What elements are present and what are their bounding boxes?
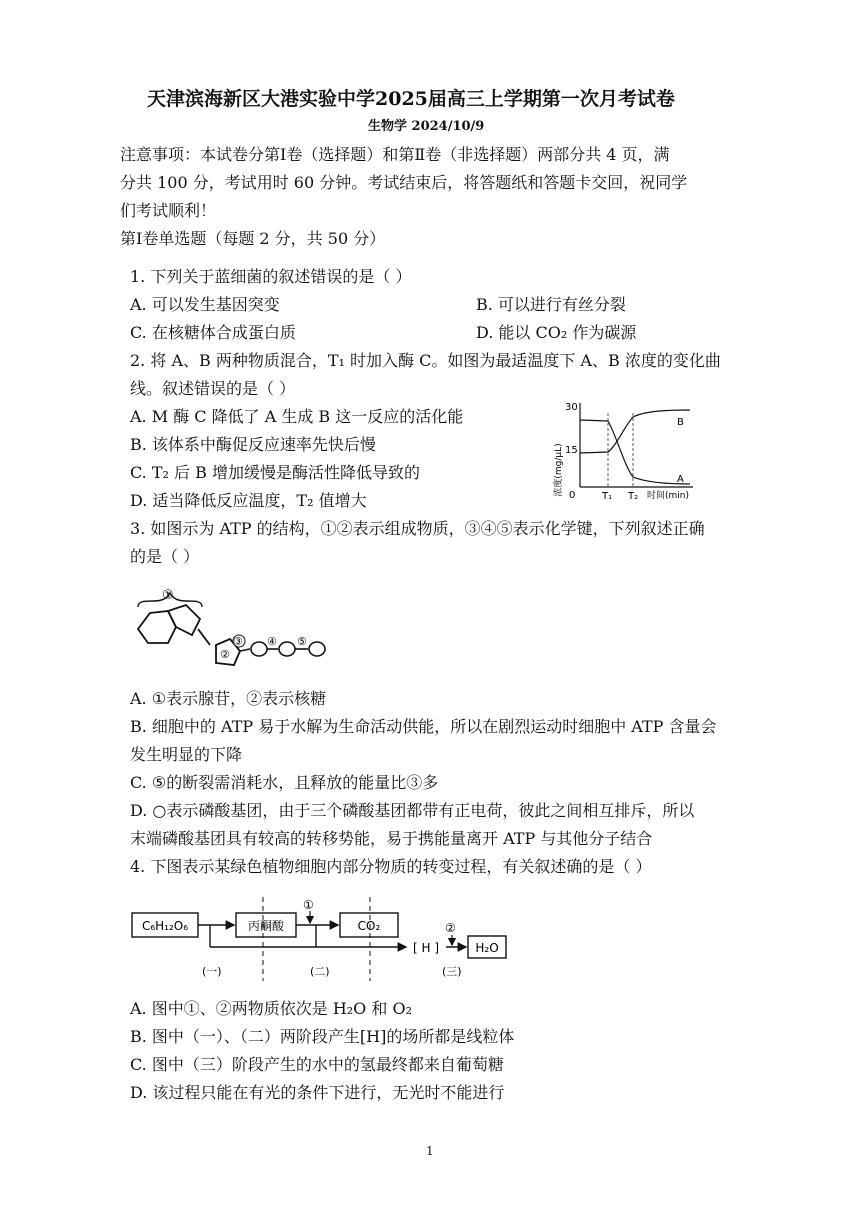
q3-option-a: A. ①表示腺苷，②表示核糖 [130,689,327,708]
section-title: 第Ⅰ卷单选题（每题 2 分，共 50 分） [120,229,386,248]
q4-stage-3: (三) [442,965,462,978]
q2-stem-1: 2. 将 A、B 两种物质混合，T₁ 时加入酶 C。如图为最适温度下 A、B 浓度的变化曲 [130,351,721,370]
q2-chart-ytick-15: 15 [565,445,578,456]
q3-link-ring-phosphate [240,649,250,651]
page-number: 1 [426,1144,434,1158]
notice-line-2: 分共 100 分，考试用时 60 分钟。考试结束后，将答题纸和答题卡交回，祝同学 [120,173,688,192]
q3-phosphate-1 [251,642,267,656]
q3-five-ring [168,605,200,635]
q3-option-d-2: 末端磷酸基团具有较高的转移势能，易于携能量离开 ATP 与其他分子结合 [130,829,653,848]
q4-stage-2: (二) [310,965,330,978]
q2-chart-xlabel: 时间(min) [647,491,689,501]
q3-option-b-1: B. 细胞中的 ATP 易于水解为生命活动供能，所以在剧烈运动时细胞中 ATP 含量会 [130,717,717,736]
q3-ring-link [198,629,210,645]
q4-option-a: A. 图中①、②两物质依次是 H₂O 和 O₂ [130,999,413,1018]
q3-label-3: ③ [233,635,243,648]
page-title: 天津滨海新区大港实验中学2025届高三上学期第一次月考试卷 [147,88,675,110]
q1-stem: 1. 下列关于蓝细菌的叙述错误的是（ ） [130,267,412,286]
q4-option-d: D. 该过程只能在有光的条件下进行，无光时不能进行 [130,1083,505,1102]
notice-line-3: 们考试顺利！ [120,201,217,220]
q4-label-2: ② [445,921,456,935]
q3-option-c: C. ⑤的断裂需消耗水，且释放的能量比③多 [130,773,439,792]
q1-option-a: A. 可以发生基因突变 [130,295,280,314]
q1-option-d: D. 能以 CO₂ 作为碳源 [476,323,637,342]
notice-line-1: 注意事项：本试卷分第Ⅰ卷（选择题）和第Ⅱ卷（非选择题）两部分共 4 页，满 [120,145,670,164]
q4-option-b: B. 图中（一）、（二）两阶段产生[H]的场所都是线粒体 [130,1027,515,1046]
q3-option-b-2: 发生明显的下降 [130,745,243,764]
q4-h-label: [ H ] [412,941,440,955]
q3-stem-1: 3. 如图示为 ATP 的结构，①②表示组成物质，③④⑤表示化学键，下列叙述正确 [130,519,705,538]
q2-chart-origin: 0 [569,490,576,501]
q2-option-d: D. 适当降低反应温度，T₂ 值增大 [130,491,367,510]
q2-chart-ytick-30: 30 [565,402,578,413]
q3-option-d-1: D. ○表示磷酸基团，由于三个磷酸基团都带有正电荷，彼此之间相互排斥，所以 [130,801,695,820]
q2-option-a: A. M 酶 C 降低了 A 生成 B 这一反应的活化能 [130,407,464,426]
q2-chart-curve-b [580,410,690,453]
q1-option-c: C. 在核糖体合成蛋白质 [130,323,296,342]
q2-chart-xtick-t1: T₁ [602,491,613,502]
q3-label-5: ⑤ [297,635,307,648]
q1-option-b: B. 可以进行有丝分裂 [476,295,626,314]
q2-chart-label-a: A [677,474,684,485]
q3-label-1: ① [162,588,174,603]
q3-stem-2: 的是（ ） [130,547,200,566]
q4-option-c: C. 图中（三）阶段产生的水中的氢最终都来自葡萄糖 [130,1055,504,1074]
q3-label-2: ② [220,648,230,661]
q4-label-1: ① [303,898,314,912]
q4-glucose-label: C₆H₁₂O₆ [141,919,189,933]
q2-chart-ylabel: 浓度(mg/μL) [554,443,564,497]
q4-co2-label: CO₂ [357,919,381,933]
q2-option-b: B. 该体系中酶促反应速率先快后慢 [130,435,376,454]
q2-chart-label-b: B [677,417,684,428]
q4-respiration-diagram [130,895,530,990]
q4-stem: 4. 下图表示某绿色植物细胞内部分物质的转变过程，有关叙述确的是（ ） [130,857,652,876]
q4-stage-1: (一) [202,965,222,978]
q3-label-4: ④ [267,635,277,648]
q4-pyruvate-label: 丙酮酸 [247,919,285,933]
q3-phosphate-3 [309,642,325,656]
q3-atp-structure-diagram [130,583,340,673]
page-subtitle: 生物学 2024/10/9 [368,119,485,134]
q3-phosphate-2 [279,642,295,656]
q2-stem-2: 线。叙述错误的是（ ） [130,379,296,398]
q2-concentration-chart [545,395,745,515]
q4-water-label: H₂O [475,941,499,955]
q2-chart-xtick-t2: T₂ [628,491,639,502]
q2-option-c: C. T₂ 后 B 增加缓慢是酶活性降低导致的 [130,463,420,482]
